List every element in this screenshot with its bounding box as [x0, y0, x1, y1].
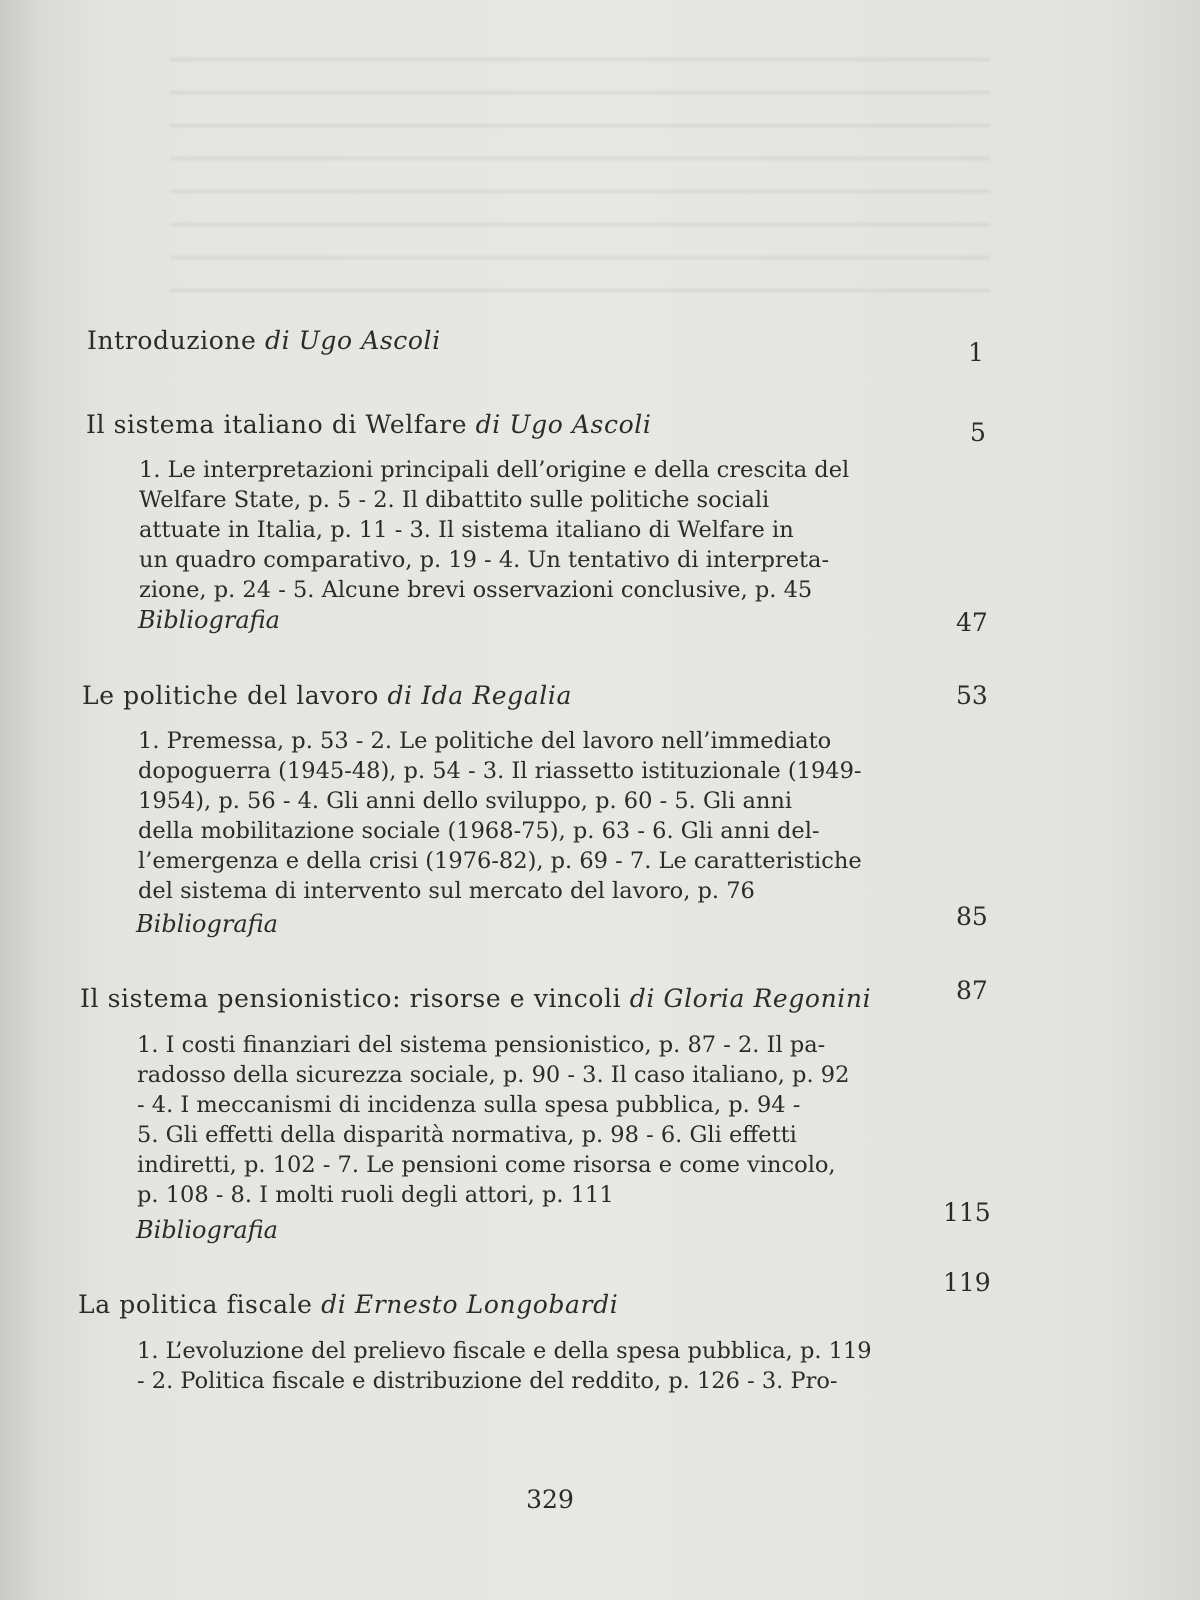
bibliography-page-number: 47: [956, 608, 988, 637]
toc-entry-sistema-pensionistico: [80, 984, 871, 1013]
entry-subsections: [139, 455, 919, 605]
bibliography-label: Bibliografia: [138, 606, 280, 634]
entry-author: di Ida Regalia: [387, 681, 572, 710]
page-number: 329: [526, 1485, 574, 1514]
bibliography-page-number: 85: [956, 902, 988, 931]
subsection-line: Welfare State, p. 5 - 2. Il dibattito sulle politiche sociali: [139, 487, 770, 513]
toc-entry-introduzione: [87, 326, 441, 355]
subsection-line: zione, p. 24 - 5. Alcune brevi osservazioni conclusive, p. 45: [139, 577, 813, 603]
subsection-line: radosso della sicurezza sociale, p. 90 - 3. Il caso italiano, p. 92: [137, 1062, 850, 1088]
subsection-line: p. 108 - 8. I molti ruoli degli attori, p. 111: [137, 1182, 614, 1208]
subsection-line: - 2. Politica fiscale e distribuzione del reddito, p. 126 - 3. Pro-: [137, 1368, 838, 1394]
subsection-line: 1954), p. 56 - 4. Gli anni dello sviluppo, p. 60 - 5. Gli anni: [138, 788, 793, 814]
entry-page-number: 1: [968, 338, 984, 367]
entry-subsections: [137, 1030, 919, 1210]
bibliography-page-number: 115: [943, 1198, 991, 1227]
subsection-line: della mobilitazione sociale (1968-75), p. 63 - 6. Gli anni del-: [138, 818, 820, 844]
entry-title: Il sistema italiano di Welfare: [86, 410, 468, 439]
subsection-line: - 4. I meccanismi di incidenza sulla spesa pubblica, p. 94 -: [137, 1092, 801, 1118]
entry-title: La politica fiscale: [78, 1290, 313, 1319]
entry-page-number: 53: [956, 681, 988, 710]
toc-entry-sistema-welfare: [86, 410, 651, 439]
entry-subsections: [138, 726, 918, 906]
subsection-line: un quadro comparativo, p. 19 - 4. Un tentativo di interpreta-: [139, 547, 830, 573]
entry-title: Le politiche del lavoro: [82, 681, 379, 710]
bibliography-label: Bibliografia: [136, 910, 278, 938]
entry-title: Introduzione: [87, 326, 257, 355]
subsection-line: dopoguerra (1945-48), p. 54 - 3. Il riassetto istituzionale (1949-: [138, 758, 862, 784]
subsection-line: attuate in Italia, p. 11 - 3. Il sistema italiano di Welfare in: [139, 517, 794, 543]
bleed-through-text: [170, 40, 990, 300]
subsection-line: 1. L’evoluzione del prelievo fiscale e della spesa pubblica, p. 119: [137, 1338, 872, 1364]
toc-entry-politiche-lavoro: [82, 681, 572, 710]
toc-entry-politica-fiscale: [78, 1290, 618, 1319]
subsection-line: 5. Gli effetti della disparità normativa, p. 98 - 6. Gli effetti: [137, 1122, 797, 1148]
subsection-line: 1. Premessa, p. 53 - 2. Le politiche del lavoro nell’immediato: [138, 728, 832, 754]
entry-page-number: 119: [943, 1268, 991, 1297]
entry-page-number: 87: [956, 976, 988, 1005]
subsection-line: l’emergenza e della crisi (1976-82), p. 69 - 7. Le caratteristiche: [138, 848, 862, 874]
subsection-line: del sistema di intervento sul mercato del lavoro, p. 76: [138, 878, 755, 904]
entry-title: Il sistema pensionistico: risorse e vincoli: [80, 984, 622, 1013]
subsection-line: 1. Le interpretazioni principali dell’origine e della crescita del: [139, 457, 850, 483]
entry-author: di Ugo Ascoli: [475, 410, 652, 439]
subsection-line: indiretti, p. 102 - 7. Le pensioni come risorsa e come vincolo,: [137, 1152, 836, 1178]
entry-subsections: [137, 1336, 919, 1396]
entry-page-number: 5: [970, 418, 986, 447]
entry-author: di Ugo Ascoli: [265, 326, 441, 355]
bibliography-label: Bibliografia: [136, 1216, 278, 1244]
entry-author: di Ernesto Longobardi: [321, 1290, 619, 1319]
entry-author: di Gloria Regonini: [629, 984, 872, 1013]
subsection-line: 1. I costi finanziari del sistema pensionistico, p. 87 - 2. Il pa-: [137, 1032, 826, 1058]
